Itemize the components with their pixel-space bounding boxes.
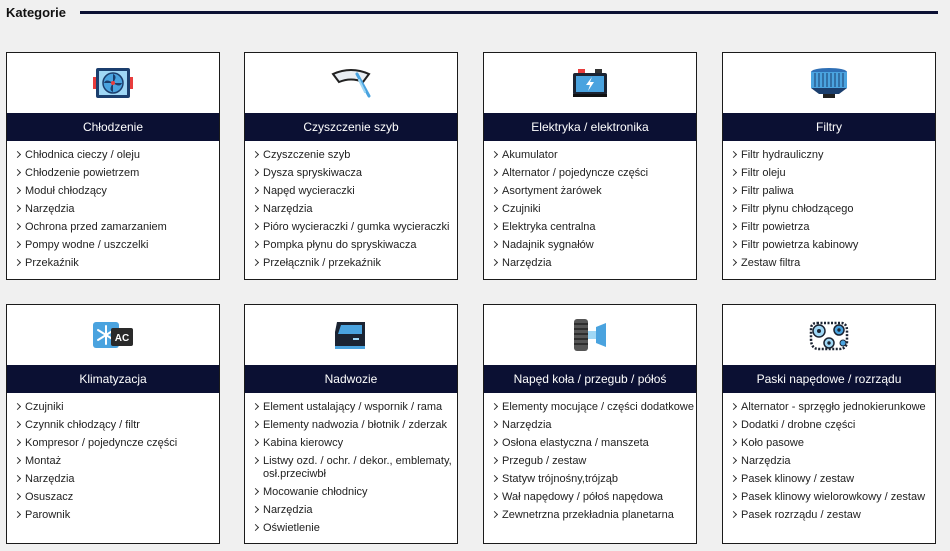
subcategory-link[interactable]: Narzędzia (492, 254, 696, 272)
subcategory-list (484, 393, 696, 524)
subcategory-link[interactable]: Narzędzia (492, 416, 696, 434)
category-title[interactable]: Czyszczenie szyb (245, 113, 457, 141)
categories-header (0, 0, 950, 30)
subcategory-link[interactable]: Pompy wodne / uszczelki (15, 236, 219, 254)
subcategory-link[interactable]: Asortyment żarówek (492, 182, 696, 200)
car-door-icon (245, 305, 457, 365)
page-title: Kategorie (6, 5, 66, 20)
subcategory-list (7, 393, 219, 524)
subcategory-link[interactable]: Nadajnik sygnałów (492, 236, 696, 254)
subcategory-link[interactable]: Czynnik chłodzący / filtr (15, 416, 219, 434)
category-card-elektryka[interactable] (483, 52, 697, 280)
subcategory-link[interactable]: Wał napędowy / półoś napędowa (492, 488, 696, 506)
subcategory-link[interactable]: Pasek rozrządu / zestaw (731, 506, 935, 524)
subcategory-link[interactable]: Chłodzenie powietrzem (15, 164, 219, 182)
subcategory-link[interactable]: Filtr powietrza kabinowy (731, 236, 935, 254)
subcategory-link[interactable]: Mocowanie chłodnicy (253, 483, 457, 501)
category-title[interactable]: Napęd koła / przegub / półoś (484, 365, 696, 393)
subcategory-link[interactable]: Alternator / pojedyncze części (492, 164, 696, 182)
ac-label: AC (114, 333, 130, 344)
subcategory-link[interactable]: Akumulator (492, 146, 696, 164)
air-filter-icon (723, 53, 935, 113)
subcategory-list (723, 141, 935, 272)
wiper-icon (245, 53, 457, 113)
subcategory-link[interactable]: Chłodnica cieczy / oleju (15, 146, 219, 164)
wheel-drive-icon (484, 305, 696, 365)
subcategory-link[interactable]: Osłona elastyczna / manszeta (492, 434, 696, 452)
subcategory-link[interactable]: Pasek klinowy wielorowkowy / zestaw (731, 488, 935, 506)
subcategory-list (245, 393, 457, 537)
subcategory-link[interactable]: Przełącznik / przekaźnik (253, 254, 457, 272)
subcategory-link[interactable]: Koło pasowe (731, 434, 935, 452)
category-card-paski[interactable] (722, 304, 936, 544)
subcategory-link[interactable]: Pasek klinowy / zestaw (731, 470, 935, 488)
category-title[interactable]: Nadwozie (245, 365, 457, 393)
subcategory-list (245, 141, 457, 272)
subcategory-link[interactable]: Parownik (15, 506, 219, 524)
subcategory-link[interactable]: Dysza spryskiwacza (253, 164, 457, 182)
subcategory-link[interactable]: Filtr oleju (731, 164, 935, 182)
subcategory-link[interactable]: Filtr paliwa (731, 182, 935, 200)
category-card-nadwozie[interactable] (244, 304, 458, 544)
category-card-naped-kola[interactable] (483, 304, 697, 544)
subcategory-link[interactable]: Czujniki (15, 398, 219, 416)
subcategory-link[interactable]: Dodatki / drobne części (731, 416, 935, 434)
air-conditioning-icon (7, 305, 219, 365)
subcategory-link[interactable]: Listwy ozd. / ochr. / dekor., emblematy, osł.przeciwbł (253, 452, 457, 483)
timing-belt-icon (723, 305, 935, 365)
subcategory-link[interactable]: Narzędzia (15, 470, 219, 488)
subcategory-link[interactable]: Narzędzia (253, 200, 457, 218)
subcategory-link[interactable]: Pompka płynu do spryskiwacza (253, 236, 457, 254)
category-title[interactable]: Klimatyzacja (7, 365, 219, 393)
subcategory-link[interactable]: Osuszacz (15, 488, 219, 506)
category-card-chlodzenie[interactable] (6, 52, 220, 280)
subcategory-link[interactable]: Przekaźnik (15, 254, 219, 272)
subcategory-link[interactable]: Kabina kierowcy (253, 434, 457, 452)
subcategory-link[interactable]: Elementy mocujące / części dodatkowe (492, 398, 696, 416)
subcategory-link[interactable]: Elektryka centralna (492, 218, 696, 236)
battery-icon (484, 53, 696, 113)
category-title[interactable]: Filtry (723, 113, 935, 141)
subcategory-link[interactable]: Zewnetrzna przekładnia planetarna (492, 506, 696, 524)
header-divider (80, 11, 938, 14)
subcategory-list (723, 393, 935, 524)
subcategory-link[interactable]: Filtr hydrauliczny (731, 146, 935, 164)
category-title[interactable]: Elektryka / elektronika (484, 113, 696, 141)
subcategory-link[interactable]: Czyszczenie szyb (253, 146, 457, 164)
subcategory-link[interactable]: Filtr powietrza (731, 218, 935, 236)
subcategory-link[interactable]: Ochrona przed zamarzaniem (15, 218, 219, 236)
subcategory-link[interactable]: Napęd wycieraczki (253, 182, 457, 200)
subcategory-link[interactable]: Narzędzia (253, 501, 457, 519)
subcategory-link[interactable]: Przegub / zestaw (492, 452, 696, 470)
subcategory-link[interactable]: Narzędzia (731, 452, 935, 470)
category-title[interactable]: Paski napędowe / rozrządu (723, 365, 935, 393)
subcategory-link[interactable]: Oświetlenie (253, 519, 457, 537)
subcategory-link[interactable]: Zestaw filtra (731, 254, 935, 272)
subcategory-link[interactable]: Filtr płynu chłodzącego (731, 200, 935, 218)
subcategory-link[interactable]: Pióro wycieraczki / gumka wycieraczki (253, 218, 457, 236)
subcategory-link[interactable]: Czujniki (492, 200, 696, 218)
subcategory-link[interactable]: Narzędzia (15, 200, 219, 218)
subcategory-link[interactable]: Elementy nadwozia / błotnik / zderzak (253, 416, 457, 434)
category-card-klimatyzacja[interactable] (6, 304, 220, 544)
category-card-filtry[interactable] (722, 52, 936, 280)
subcategory-link[interactable]: Kompresor / pojedyncze części (15, 434, 219, 452)
subcategory-list (7, 141, 219, 272)
subcategory-link[interactable]: Montaż (15, 452, 219, 470)
subcategory-link[interactable]: Moduł chłodzący (15, 182, 219, 200)
category-card-czyszczenie-szyb[interactable] (244, 52, 458, 280)
subcategory-list (484, 141, 696, 272)
subcategory-link[interactable]: Statyw trójnośny,trójząb (492, 470, 696, 488)
subcategory-link[interactable]: Alternator - sprzęgło jednokierunkowe (731, 398, 935, 416)
subcategory-link[interactable]: Element ustalający / wspornik / rama (253, 398, 457, 416)
radiator-fan-icon (7, 53, 219, 113)
category-title[interactable]: Chłodzenie (7, 113, 219, 141)
